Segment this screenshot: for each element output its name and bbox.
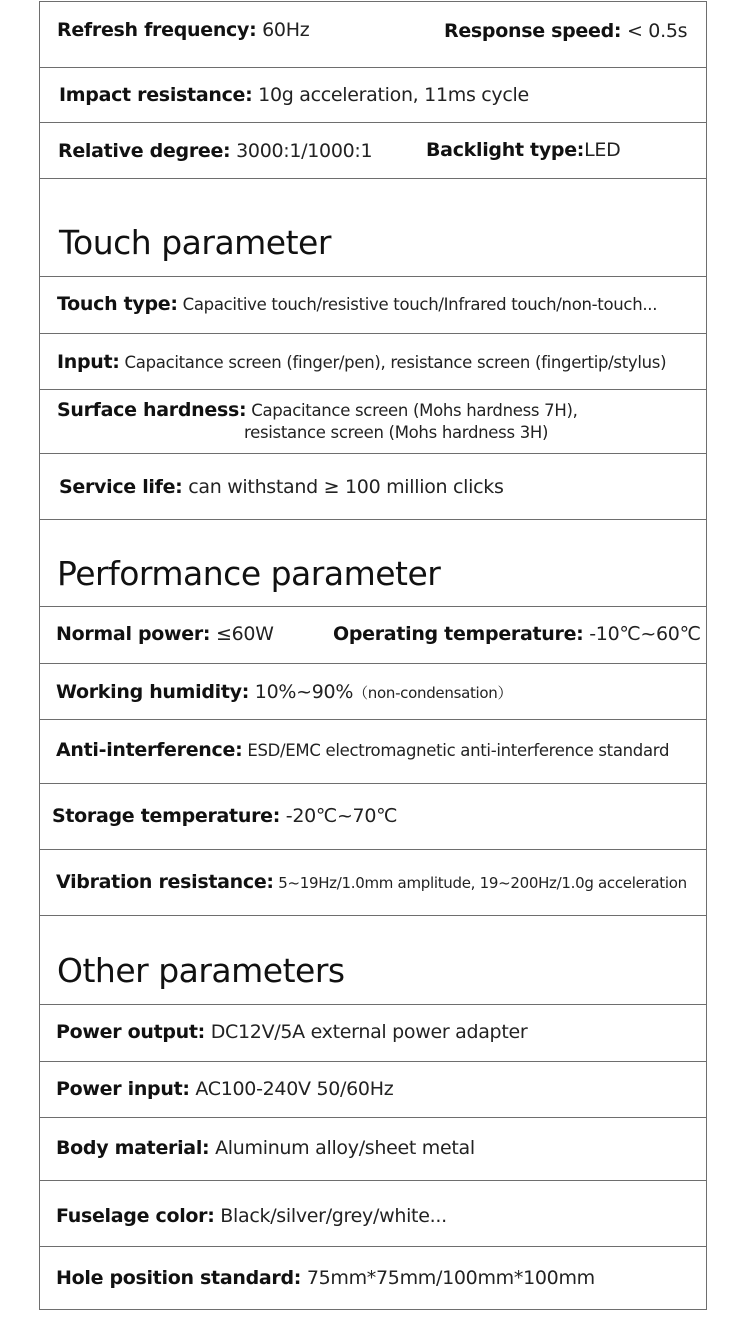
response-speed-label: Response speed:: [444, 20, 622, 42]
power-output-label: Power output:: [56, 1021, 205, 1043]
operating-temperature: [333, 623, 701, 645]
input: [57, 351, 666, 373]
power-output: [56, 1021, 527, 1043]
spec-row-power-output: [40, 1005, 706, 1062]
surface-hardness-value-line1: Capacitance screen (Mohs hardness 7H),: [246, 401, 578, 420]
spec-row-refresh-response: [40, 2, 706, 68]
input-value: Capacitance screen (finger/pen), resistance screen (fingertip/stylus): [119, 353, 667, 372]
section-title-touch: Touch parameter: [59, 223, 331, 262]
body-material-label: Body material:: [56, 1137, 210, 1159]
working-humidity-label: Working humidity:: [56, 681, 250, 703]
surface-hardness-value-line2: resistance screen (Mohs hardness 3H): [244, 423, 549, 442]
spec-row-input: [40, 334, 706, 390]
anti-interference: [56, 739, 669, 761]
fuselage-color-label: Fuselage color:: [56, 1205, 215, 1227]
service-life-value: can withstand ≥ 100 million clicks: [182, 476, 504, 498]
surface-hardness-label: Surface hardness:: [57, 399, 247, 421]
spec-row-vibration: [40, 850, 706, 916]
impact-resistance-value: 10g acceleration, 11ms cycle: [252, 84, 529, 106]
surface-hardness: [57, 399, 578, 421]
body-material: [56, 1137, 475, 1159]
section-title-other: Other parameters: [57, 951, 345, 990]
touch-type-value: Capacitive touch/resistive touch/Infrared touch/non-touch...: [177, 295, 658, 314]
normal-power: [56, 623, 274, 645]
relative-degree: [58, 140, 372, 162]
response-speed-value: < 0.5s: [621, 20, 688, 42]
backlight-type-value: LED: [584, 139, 621, 161]
storage-temperature-label: Storage temperature:: [52, 805, 281, 827]
fuselage-color: [56, 1205, 447, 1227]
operating-temperature-value: -10℃~60℃: [583, 623, 701, 645]
section-title-performance: Performance parameter: [57, 554, 441, 593]
impact-resistance-label: Impact resistance:: [59, 84, 253, 106]
relative-degree-label: Relative degree:: [58, 140, 231, 162]
refresh-frequency: [57, 19, 309, 41]
normal-power-value: ≤60W: [210, 623, 274, 645]
spec-row-humidity: [40, 664, 706, 720]
operating-temperature-label: Operating temperature:: [333, 623, 584, 645]
touch-type: [57, 293, 657, 315]
response-speed: [444, 20, 687, 42]
spec-table: [39, 1, 707, 1310]
spec-row-storage-temperature: [40, 784, 706, 850]
power-input: [56, 1078, 393, 1100]
hole-position-label: Hole position standard:: [56, 1267, 302, 1289]
backlight-type: [426, 139, 620, 161]
spec-row-impact: [40, 68, 706, 123]
spec-row-service-life: [40, 454, 706, 520]
anti-interference-label: Anti-interference:: [56, 739, 243, 761]
section-header-other: [40, 916, 706, 1005]
spec-row-surface-hardness: [40, 390, 706, 454]
section-header-performance: [40, 520, 706, 607]
power-output-value: DC12V/5A external power adapter: [204, 1021, 528, 1043]
vibration-resistance-label: Vibration resistance:: [56, 871, 274, 893]
section-header-touch: [40, 179, 706, 277]
storage-temperature-value: -20℃~70℃: [280, 805, 398, 827]
fuselage-color-value: Black/silver/grey/white...: [214, 1205, 447, 1227]
spec-row-hole-position: [40, 1247, 706, 1310]
backlight-type-label: Backlight type:: [426, 139, 585, 161]
normal-power-label: Normal power:: [56, 623, 211, 645]
hole-position-value: 75mm*75mm/100mm*100mm: [301, 1267, 595, 1289]
refresh-frequency-label: Refresh frequency:: [57, 19, 257, 41]
power-input-label: Power input:: [56, 1078, 190, 1100]
spec-row-fuselage-color: [40, 1181, 706, 1247]
storage-temperature: [52, 805, 397, 827]
vibration-resistance-value: 5~19Hz/1.0mm amplitude, 19~200Hz/1.0g acceleration: [273, 874, 687, 892]
spec-row-power-temperature: [40, 607, 706, 664]
input-label: Input:: [57, 351, 120, 373]
touch-type-label: Touch type:: [57, 293, 178, 315]
working-humidity-value: 10%~90%: [249, 681, 354, 703]
spec-row-body-material: [40, 1118, 706, 1181]
service-life-label: Service life:: [59, 476, 183, 498]
spec-row-relative-backlight: [40, 123, 706, 179]
spec-row-touch-type: [40, 277, 706, 334]
working-humidity-note: （non-condensation）: [353, 684, 513, 702]
working-humidity: [56, 681, 512, 703]
anti-interference-value: ESD/EMC electromagnetic anti-interference standard: [242, 741, 670, 760]
impact-resistance: [59, 84, 529, 106]
body-material-value: Aluminum alloy/sheet metal: [209, 1137, 475, 1159]
relative-degree-value: 3000:1/1000:1: [230, 140, 373, 162]
hole-position-standard: [56, 1267, 595, 1289]
refresh-frequency-value: 60Hz: [256, 19, 310, 41]
spec-row-anti-interference: [40, 720, 706, 784]
spec-row-power-input: [40, 1062, 706, 1118]
vibration-resistance: [56, 871, 687, 893]
service-life: [59, 476, 504, 498]
power-input-value: AC100-240V 50/60Hz: [189, 1078, 394, 1100]
